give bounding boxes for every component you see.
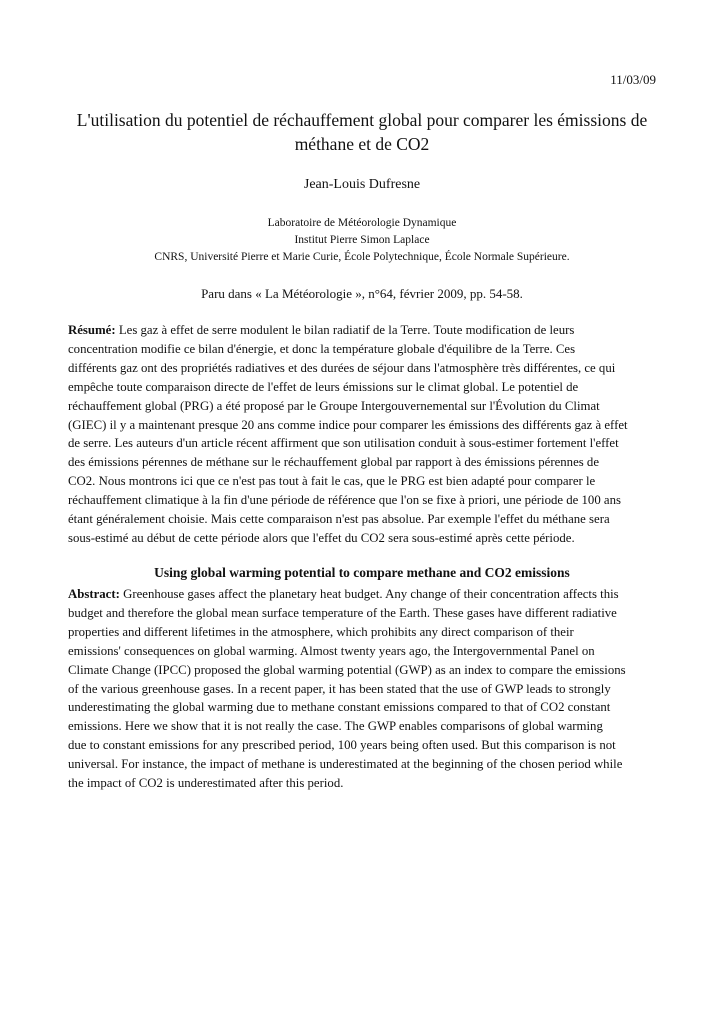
abstract-line: des émissions pérennes de méthane sur le réchauffement global par rapport à des émissions pérennes de: [68, 455, 600, 470]
abstract-line: emissions' consequences on global warming. Almost twenty years ago, the Intergovernmental Panel on: [68, 643, 595, 658]
abstract-label: Abstract:: [68, 587, 120, 601]
abstract-line: of the various greenhouse gases. In a recent paper, it has been stated that the use of GWP leads to strongly: [68, 681, 611, 696]
abstract-line: due to constant emissions for any prescribed period, 100 years being often used. But this comparison is not: [68, 738, 616, 753]
abstract-line: Climate Change (IPCC) proposed the global warming potential (GWP) as an index to compare the emissions: [68, 662, 626, 677]
abstract-line: [68, 321, 658, 340]
abstract-line: CO2. Nous montrons ici que ce n'est pas tout à fait le cas, que le PRG est bien adapté pour comparer le: [68, 474, 596, 489]
abstract-line: étant généralement choisie. Mais cette comparaison n'est pas absolue. Par exemple l'effet du méthane sera: [68, 512, 610, 527]
abstract-line: concentration modifie ce bilan d'énergie, et donc la température globale d'équilibre de la Terre. Ces: [68, 341, 576, 356]
abstract-line: budget and therefore the global mean surface temperature of the Earth. These gases have different radiative: [68, 605, 617, 620]
abstract-line: réchauffement global (PRG) a été proposé par le Groupe Intergouvernemental sur l'Évolution du Climat: [68, 398, 600, 413]
document-date: 11/03/09: [610, 72, 656, 87]
abstract-line: the impact of CO2 is underestimated after this period.: [68, 776, 344, 791]
abstract-line: emissions. Here we show that it is not really the case. The GWP enables comparisons of global warming: [68, 719, 603, 734]
abstract-line: (GIEC) il y a maintenant presque 20 ans comme indice pour comparer les émissions des différents gaz à effet: [68, 417, 628, 432]
english-title: Using global warming potential to compare methane and CO2 emissions: [154, 565, 570, 580]
paper-title-line: méthane et de CO2: [294, 134, 430, 154]
affiliation-line: Laboratoire de Météorologie Dynamique: [267, 217, 457, 229]
publication-info: Paru dans « La Météorologie », n°64, février 2009, pp. 54-58.: [201, 286, 523, 301]
french-abstract: [68, 321, 658, 548]
abstract-line: sous-estimé au début de cette période alors que l'effet du CO2 sera sous-estimé après cette période.: [68, 530, 575, 545]
abstract-line: underestimating the global warming due to methane constant emissions compared to that of CO2 constant: [68, 700, 611, 715]
resume-label: Résumé:: [68, 323, 116, 337]
abstract-line: [68, 585, 658, 604]
abstract-line: de serre. Les auteurs d'un article récent affirment que son utilisation conduit à sous-estimer fortement l'effet: [68, 436, 619, 451]
abstract-line: properties and different lifetimes in the atmosphere, which prohibits any direct comparison of their: [68, 624, 574, 639]
paper-title: [60, 108, 664, 156]
abstract-line: empêche toute comparaison directe de l'effet de leurs émissions sur le climat global. Le potentiel de: [68, 379, 579, 394]
english-abstract: [68, 585, 658, 793]
abstract-text: Les gaz à effet de serre modulent le bilan radiatif de la Terre. Toute modification de leurs: [115, 323, 575, 337]
author-name: Jean-Louis Dufresne: [303, 177, 421, 192]
paper-title-line: L'utilisation du potentiel de réchauffement global pour comparer les émissions de: [76, 110, 648, 130]
abstract-text: Greenhouse gases affect the planetary heat budget. Any change of their concentration affects this: [119, 587, 619, 601]
abstract-line: réchauffement climatique à la fin d'une période de référence que l'on se fixe à priori, une période de 100 ans: [68, 493, 621, 508]
abstract-line: différents gaz ont des propriétés radiatives et des durées de séjour dans l'atmosphère très différentes, ce qui: [68, 360, 616, 375]
affiliation-line: CNRS, Université Pierre et Marie Curie, École Polytechnique, École Normale Supérieure.: [154, 251, 570, 263]
affiliation: [0, 215, 724, 266]
abstract-line: universal. For instance, the impact of methane is underestimated at the beginning of the chosen period while: [68, 757, 623, 772]
affiliation-line: Institut Pierre Simon Laplace: [294, 234, 430, 246]
